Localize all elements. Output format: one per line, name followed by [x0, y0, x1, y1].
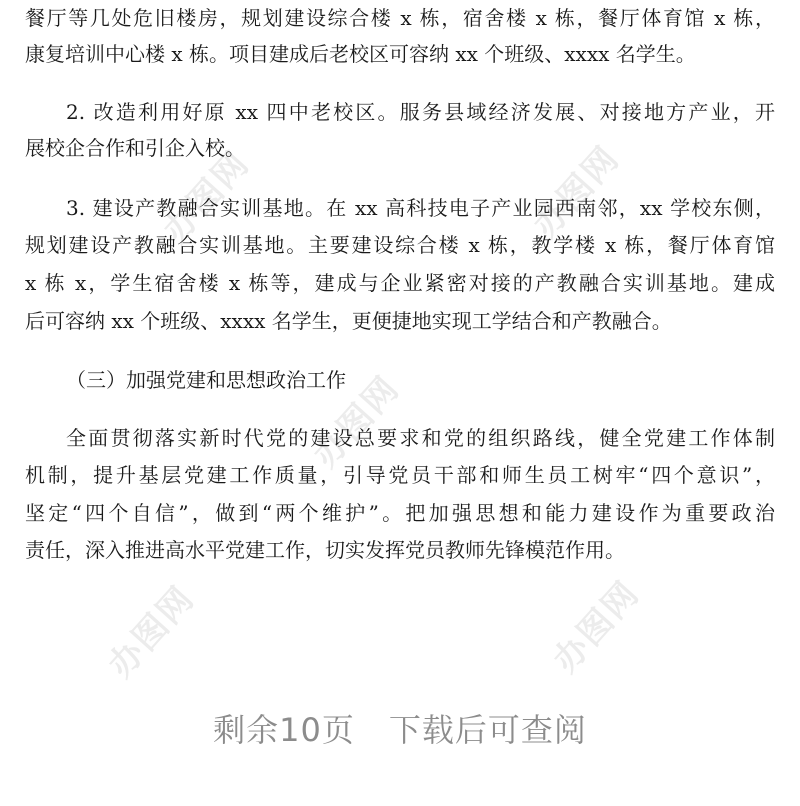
body-text-line: 机制，提升基层党建工作质量，引导党员干部和师生员工树牢“四个意识”， [25, 463, 775, 487]
body-text-line: x 栋 x，学生宿舍楼 x 栋等，建成与企业紧密对接的产教融合实训基地。建成 [25, 271, 775, 295]
body-text-line: 展校企合作和引企入校。 [25, 136, 245, 160]
body-text-line: 餐厅等几处危旧楼房，规划建设综合楼 x 栋，宿舍楼 x 栋，餐厅体育馆 x 栋， [25, 6, 775, 30]
section-heading: （三）加强党建和思想政治工作 [66, 368, 346, 392]
watermark: 办图网 [155, 143, 258, 251]
body-text-line: 责任，深入推进高水平党建工作，切实发挥党员教师先锋模范作用。 [25, 538, 625, 562]
watermark: 办图网 [545, 573, 648, 681]
watermark: 办图网 [525, 138, 628, 246]
body-text-line: 后可容纳 xx 个班级、xxxx 名学生，更便捷地实现工学结合和产教融合。 [25, 309, 672, 333]
download-to-read-label: 下载后可查阅 [388, 711, 587, 749]
remaining-pages-label: 剩余10页 [213, 711, 355, 749]
body-text-line: 康复培训中心楼 x 栋。项目建成后老校区可容纳 xx 个班级、xxxx 名学生。 [25, 42, 696, 66]
watermark: 办图网 [305, 368, 408, 476]
body-text-line: 2. 改造利用好原 xx 四中老校区。服务县域经济发展、对接地方产业，开 [66, 100, 775, 124]
remaining-pages-notice[interactable] [0, 705, 800, 751]
body-text-line: 坚定“四个自信”，做到“两个维护”。把加强思想和能力建设作为重要政治 [25, 501, 775, 525]
body-text-line: 全面贯彻落实新时代党的建设总要求和党的组织路线，健全党建工作体制 [66, 426, 775, 450]
watermark: 办图网 [100, 578, 203, 686]
body-text-line: 规划建设产教融合实训基地。主要建设综合楼 x 栋，教学楼 x 栋，餐厅体育馆 [25, 233, 775, 257]
body-text-line: 3. 建设产教融合实训基地。在 xx 高科技电子产业园西南邻，xx 学校东侧， [66, 196, 775, 220]
